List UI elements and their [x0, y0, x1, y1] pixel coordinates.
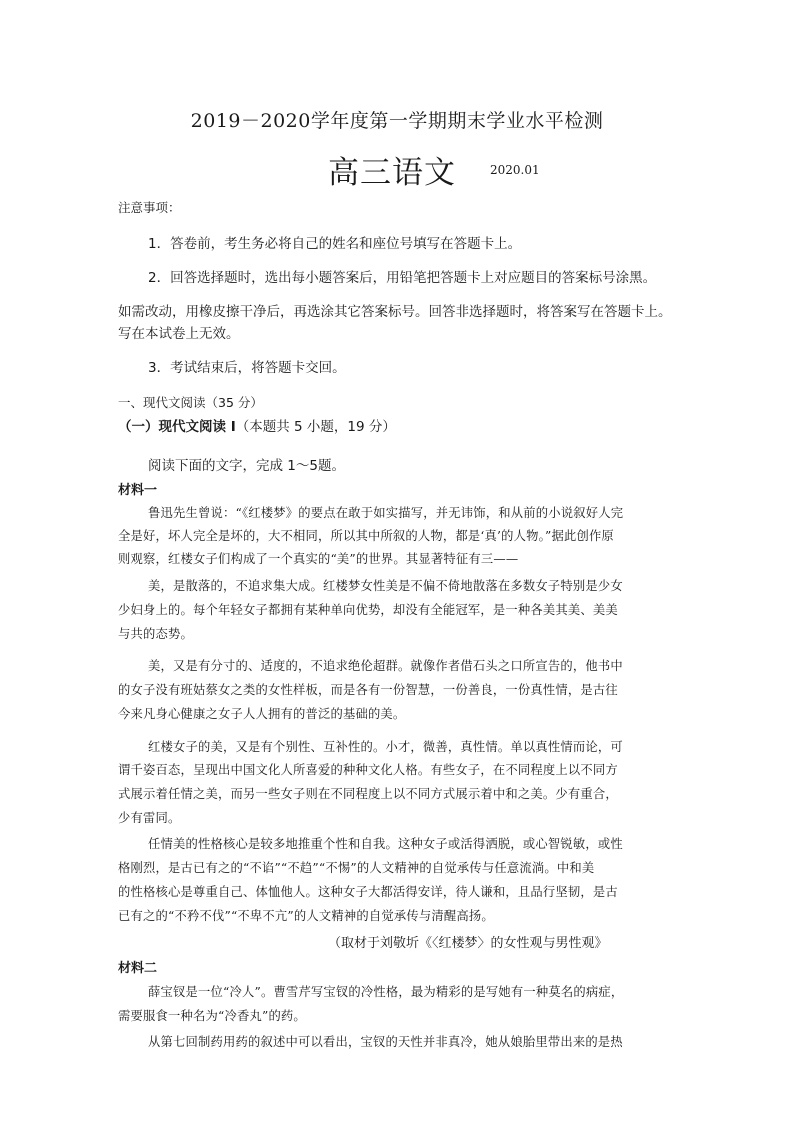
notice-item-1: 1．答卷前，考生务必将自己的姓名和座位号填写在答题卡上。	[148, 236, 522, 252]
paragraph-line: 红楼女子的美，又是有个别性、互补性的。小才，微善，真性情。单以真性情而论，可	[148, 740, 623, 754]
subsection-title: （一）现代文阅读 I	[118, 419, 236, 435]
paragraph-line: 薛宝钗是一位“冷人”。曹雪芹写宝钗的冷性格，最为精彩的是写她有一种莫名的病症，	[148, 985, 624, 999]
notice-item-3: 3．考试结束后，将答题卡交回。	[148, 360, 346, 376]
paragraph-line: 鲁迅先生曾说：“《红楼梦》的要点在敢于如实描写，并无讳饰，和从前的小说叙好人完	[148, 506, 624, 520]
paragraph-line: 少妇身上的。每个年轻女子都拥有某种单向优势，却没有全能冠军，是一种各美其美、美美	[118, 603, 618, 617]
notice-item-2-cont: 如需改动，用橡皮擦干净后，再选涂其它答案标号。回答非选择题时，将答案写在答题卡上。	[118, 304, 672, 320]
subsection-detail: （本题共 5 小题，19 分）	[235, 419, 396, 435]
subsection-heading	[118, 415, 396, 435]
exam-title: 2019－2020学年度第一学期期末学业水平检测	[190, 110, 604, 132]
subject-title: 高三语文	[328, 155, 456, 191]
material-2-label: 材料二	[118, 961, 158, 976]
reading-instruction: 阅读下面的文字，完成 1～5题。	[148, 458, 345, 474]
paragraph-line: 任情美的性格核心是较多地推重个性和自我。这种女子或活得洒脱，或心智锐敏，或性	[148, 837, 623, 851]
notice-item-2: 2．回答选择题时，选出每小题答案后，用铅笔把答题卡上对应题目的答案标号涂黑。	[148, 270, 657, 286]
paragraph-line: 谓千姿百态，呈现出中国文化人所喜爱的种种文化人格。有些女子，在不同程度上以不同方	[118, 763, 618, 777]
paragraph-line: 已有之的“不矜不伐”“不卑不亢”的人文精神的自觉承传与清醒高扬。	[118, 909, 494, 923]
paragraph-line: 美，是散落的，不追求集大成。红楼梦女性美是不偏不倚地散落在多数女子特别是少女	[148, 579, 623, 593]
paragraph-line: 从第七回制药用药的叙述中可以看出，宝钗的天性并非真冷，她从娘胎里带出来的是热	[148, 1035, 623, 1049]
paragraph-line: 的性格核心是尊重自己、体恤他人。这种女子大都活得安详，待人谦和，且品行坚韧，是古	[118, 885, 618, 899]
paragraph-line: 与共的态势。	[118, 627, 193, 641]
notice-item-2-end: 写在本试卷上无效。	[118, 326, 240, 342]
exam-date: 2020.01	[490, 163, 540, 177]
paragraph-line: 格刚烈，是古已有之的“不谄”“不趋”“不惕”的人文精神的自觉承传与任意流淌。中和美	[118, 861, 595, 875]
paragraph-line: 全是好，坏人完全是坏的，大不相同，所以其中所叙的人物，都是‘真’的人物。”据此创作原	[118, 529, 614, 543]
material-1-label: 材料一	[118, 483, 158, 498]
paragraph-line: 的女子没有班姑蔡女之类的女性样板，而是各有一份智慧，一份善良，一份真性情，是古往	[118, 683, 618, 697]
paragraph-line: 则观察，红楼女子们构成了一个真实的“美”的世界。其显著特征有三——	[118, 552, 519, 566]
paragraph-line: 今来凡身心健康之女子人人拥有的普泛的基础的美。	[118, 707, 406, 721]
paragraph-line: 式展示着任情之美，而另一些女子则在不同程度上以不同方式展示着中和之美。少有重合，	[118, 787, 618, 801]
paragraph-line: 美，又是有分寸的、适度的，不追求绝伦超群。就像作者借石头之口所宣告的，他书中	[148, 659, 623, 673]
section-heading: 一、现代文阅读（35 分）	[118, 395, 263, 410]
paragraph-line: 少有雷同。	[118, 811, 181, 825]
paragraph-line: 需要服食一种名为“冷香丸”的药。	[118, 1009, 306, 1023]
notice-heading: 注意事项：	[118, 200, 181, 215]
material-1-source: （取材于刘敬圻《〈红楼梦〉的女性观与男性观》	[328, 936, 608, 951]
